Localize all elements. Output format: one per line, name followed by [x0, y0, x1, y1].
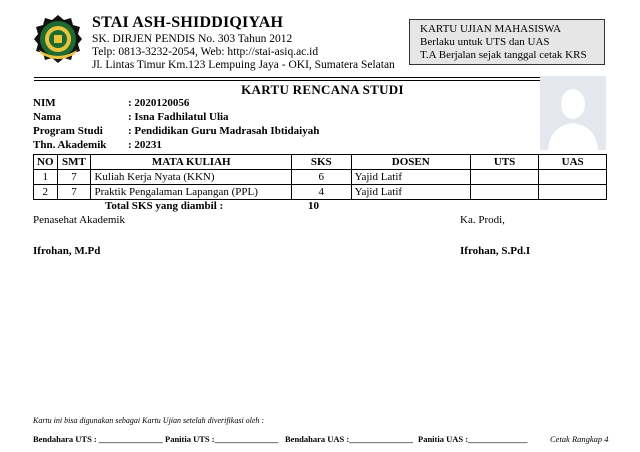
year-value: : 20231 [128, 139, 162, 151]
contact-line: Telp: 0813-3232-2054, Web: http://stai-asiq.ac.id [92, 46, 319, 58]
row-lecturer: Yajid Latif [351, 170, 470, 185]
page-title: KARTU RENCANA STUDI [241, 82, 404, 97]
col-uas: UAS [539, 155, 607, 170]
col-sks: SKS [291, 155, 351, 170]
row-no: 1 [34, 170, 58, 185]
row-lecturer: Yajid Latif [351, 185, 470, 200]
bendahara-uas-line: Bendahara UAS :_______________ [285, 434, 413, 444]
total-sks-label: Total SKS yang diambil : [105, 200, 224, 212]
nim-value: : 2020120056 [128, 97, 190, 109]
col-lecturer: DOSEN [351, 155, 470, 170]
exam-card-box [409, 19, 605, 65]
row-uas [539, 170, 607, 185]
head-title: Ka. Prodi, [460, 214, 505, 226]
nim-label: NIM [33, 97, 56, 109]
program-label: Program Studi [33, 125, 103, 137]
head-name: Ifrohan, S.Pd.I [460, 245, 531, 257]
col-no: NO [34, 155, 58, 170]
row-sks: 4 [291, 185, 351, 200]
address-line: Jl. Lintas Timur Km.123 Lempuing Jaya - OKI, Sumatera Selatan [92, 59, 395, 71]
row-uts [470, 170, 539, 185]
panitia-uts-line: Panitia UTS :_______________ [165, 434, 279, 444]
bendahara-uts-line: Bendahara UTS : _______________ [33, 434, 163, 444]
table-row [34, 170, 607, 185]
row-smt: 7 [57, 185, 91, 200]
col-course: MATA KULIAH [91, 155, 292, 170]
row-course: Kuliah Kerja Nyata (KKN) [91, 170, 292, 185]
program-value: : Pendidikan Guru Madrasah Ibtidaiyah [128, 125, 320, 137]
course-table [33, 154, 607, 200]
total-sks-value: 10 [308, 200, 319, 212]
table-row [34, 185, 607, 200]
row-smt: 7 [57, 170, 91, 185]
row-course: Praktik Pengalaman Lapangan (PPL) [91, 185, 292, 200]
student-photo [540, 76, 606, 150]
row-no: 2 [34, 185, 58, 200]
decree-line: SK. DIRJEN PENDIS No. 303 Tahun 2012 [92, 33, 293, 45]
row-sks: 6 [291, 170, 351, 185]
exam-card-validity: Berlaku untuk UTS dan UAS [420, 36, 550, 48]
exam-card-period: T.A Berjalan sejak tanggal cetak KRS [420, 49, 587, 61]
header-divider-thin [34, 80, 606, 81]
row-uas [539, 185, 607, 200]
year-label: Thn. Akademik [33, 139, 107, 151]
name-value: : Isna Fadhilatul Ulia [128, 111, 229, 123]
col-smt: SMT [57, 155, 91, 170]
advisor-title: Penasehat Akademik [33, 214, 125, 226]
exam-card-title: KARTU UJIAN MAHASISWA [420, 23, 562, 35]
panitia-uas-line: Panitia UAS :______________ [418, 434, 528, 444]
print-copies-label: Cetak Rangkap 4 [550, 434, 609, 444]
header-divider [34, 77, 606, 78]
institution-name: STAI ASH-SHIDDIQIYAH [92, 14, 284, 31]
name-label: Nama [33, 111, 62, 123]
institution-seal-icon [33, 14, 83, 64]
person-silhouette-icon [540, 76, 606, 150]
verification-note: Kartu ini bisa digunakan sebagai Kartu Ujian setelah diverifikasi oleh : [33, 416, 265, 425]
row-uts [470, 185, 539, 200]
advisor-name: Ifrohan, M.Pd [33, 245, 101, 257]
table-header-row [34, 155, 607, 170]
col-uts: UTS [470, 155, 539, 170]
